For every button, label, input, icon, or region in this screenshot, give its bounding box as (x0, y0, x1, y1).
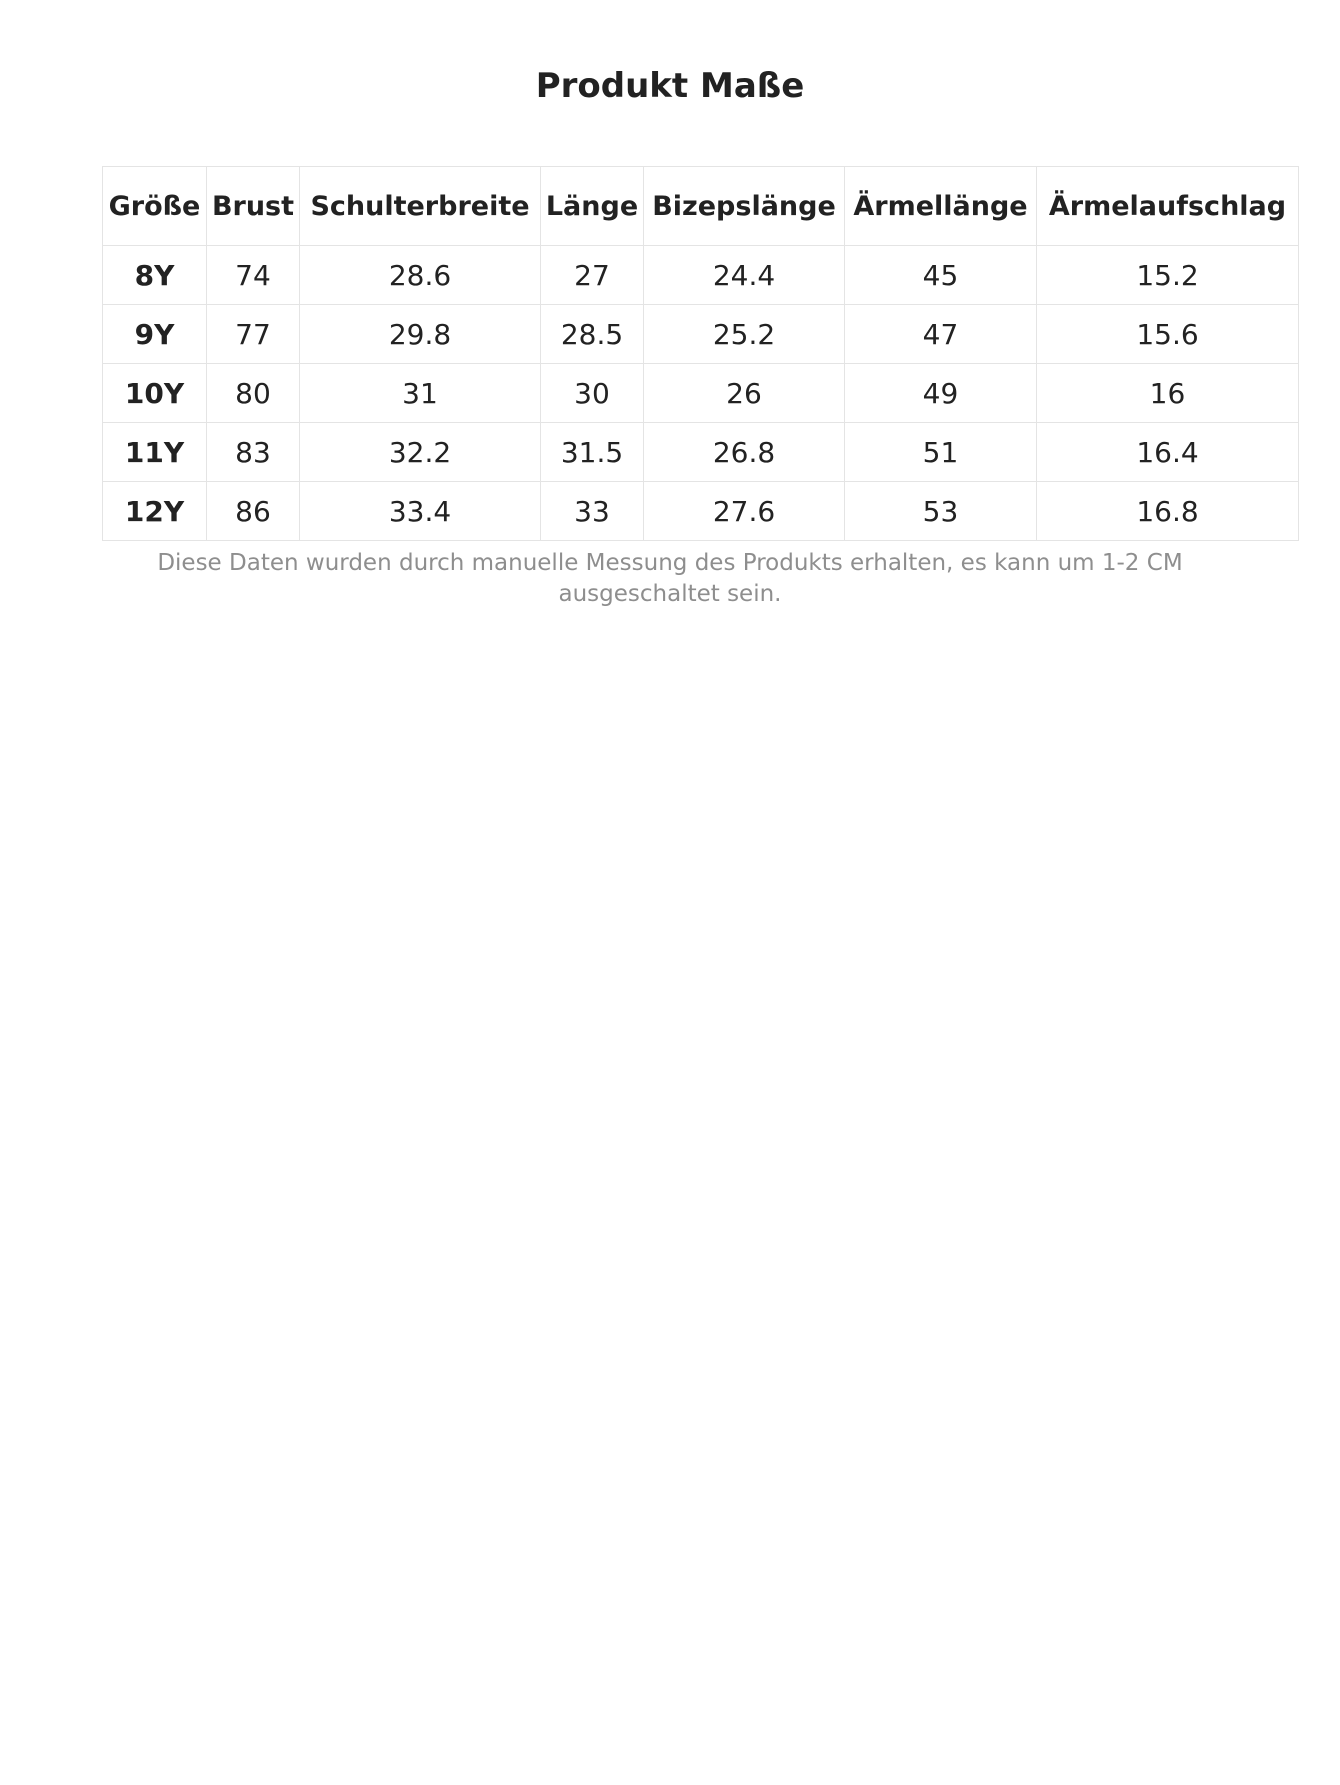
size-cell: 8Y (103, 246, 207, 305)
sleeve-length-cell: 53 (845, 482, 1037, 541)
length-cell: 31.5 (541, 423, 644, 482)
header-size: Größe (103, 167, 207, 246)
header-bicep-length: Bizepslänge (644, 167, 845, 246)
chest-cell: 80 (207, 364, 300, 423)
sleeve-length-cell: 47 (845, 305, 1037, 364)
table-row (103, 364, 1299, 423)
chest-cell: 77 (207, 305, 300, 364)
bicep-length-cell: 24.4 (644, 246, 845, 305)
measurement-note: Diese Daten wurden durch manuelle Messung des Produkts erhalten, es kann um 1-2 CM ausgeschaltet sein. (157, 550, 1183, 607)
chest-cell: 74 (207, 246, 300, 305)
chest-cell: 86 (207, 482, 300, 541)
cuff-cell: 16.8 (1037, 482, 1299, 541)
shoulder-width-cell: 29.8 (300, 305, 541, 364)
header-length: Länge (541, 167, 644, 246)
length-cell: 28.5 (541, 305, 644, 364)
page-title: Produkt Maße (535, 66, 805, 106)
shoulder-width-cell: 33.4 (300, 482, 541, 541)
header-cuff: Ärmelaufschlag (1037, 167, 1299, 246)
shoulder-width-cell: 28.6 (300, 246, 541, 305)
bicep-length-cell: 27.6 (644, 482, 845, 541)
sleeve-length-cell: 51 (845, 423, 1037, 482)
table-row (103, 246, 1299, 305)
sleeve-length-cell: 45 (845, 246, 1037, 305)
size-table (102, 166, 1299, 541)
bicep-length-cell: 26 (644, 364, 845, 423)
cuff-cell: 15.6 (1037, 305, 1299, 364)
shoulder-width-cell: 32.2 (300, 423, 541, 482)
bicep-length-cell: 25.2 (644, 305, 845, 364)
cuff-cell: 15.2 (1037, 246, 1299, 305)
sleeve-length-cell: 49 (845, 364, 1037, 423)
length-cell: 30 (541, 364, 644, 423)
table-row (103, 305, 1299, 364)
chest-cell: 83 (207, 423, 300, 482)
table-row (103, 482, 1299, 541)
cuff-cell: 16.4 (1037, 423, 1299, 482)
table-row (103, 423, 1299, 482)
length-cell: 33 (541, 482, 644, 541)
table-header-row (103, 167, 1299, 246)
cuff-cell: 16 (1037, 364, 1299, 423)
size-cell: 11Y (103, 423, 207, 482)
header-shoulder-width: Schulterbreite (300, 167, 541, 246)
header-sleeve-length: Ärmellänge (845, 167, 1037, 246)
length-cell: 27 (541, 246, 644, 305)
size-cell: 10Y (103, 364, 207, 423)
bicep-length-cell: 26.8 (644, 423, 845, 482)
header-chest: Brust (207, 167, 300, 246)
shoulder-width-cell: 31 (300, 364, 541, 423)
size-cell: 9Y (103, 305, 207, 364)
size-cell: 12Y (103, 482, 207, 541)
